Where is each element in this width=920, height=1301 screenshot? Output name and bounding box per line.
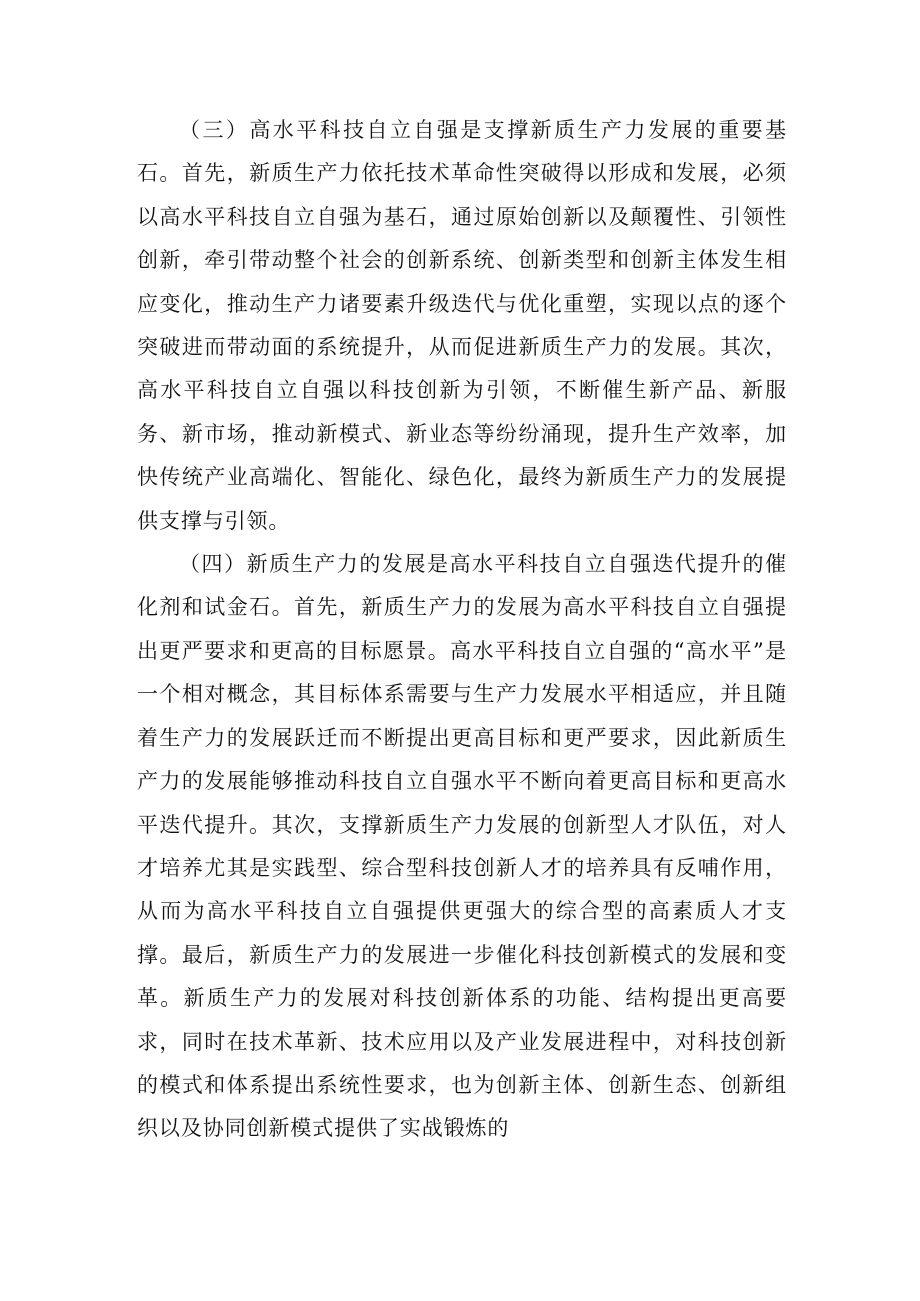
paragraph-section-four: （四）新质生产力的发展是高水平科技自立自强迭代提升的催化剂和试金石。首先，新质生产力的发展为高水平科技自立自强提出更严要求和更高的目标愿景。高水平科技自立自强的“高水平”是一个相对概念，其目标体系需要与生产力发展水平相适应，并且随着生产力的发展跃迁而不断提出更高目标和更严要求，因此新质生产力的发展能够推动科技自立自强水平不断向着更高目标和更高水平迭代提升。其次，支撑新质生产力发展的创新型人才队伍，对人才培养尤其是实践型、综合型科技创新人才的培养具有反哺作用，从而为高水平科技自立自强提供更强大的综合型的高素质人才支撑。最后，新质生产力的发展进一步催化科技创新模式的发展和变革。新质生产力的发展对科技创新体系的功能、结构提出更高要求，同时在技术革新、技术应用以及产业发展进程中，对科技创新的模式和体系提出系统性要求，也为创新主体、创新生态、创新组织以及协同创新模式提供了实战锻炼的	[137, 552, 787, 1141]
document-body	[137, 109, 787, 1151]
paragraph-section-three: （三）高水平科技自立自强是支撑新质生产力发展的重要基石。首先，新质生产力依托技术革命性突破得以形成和发展，必须以高水平科技自立自强为基石，通过原始创新以及颠覆性、引领性创新，牵引带动整个社会的创新系统、创新类型和创新主体发生相应变化，推动生产力诸要素升级迭代与优化重塑，实现以点的逐个突破进而带动面的系统提升，从而促进新质生产力的发展。其次，高水平科技自立自强以科技创新为引领，不断催生新产品、新服务、新市场，推动新模式、新业态等纷纷涌现，提升生产效率，加快传统产业高端化、智能化、绿色化，最终为新质生产力的发展提供支撑与引领。	[137, 118, 787, 533]
